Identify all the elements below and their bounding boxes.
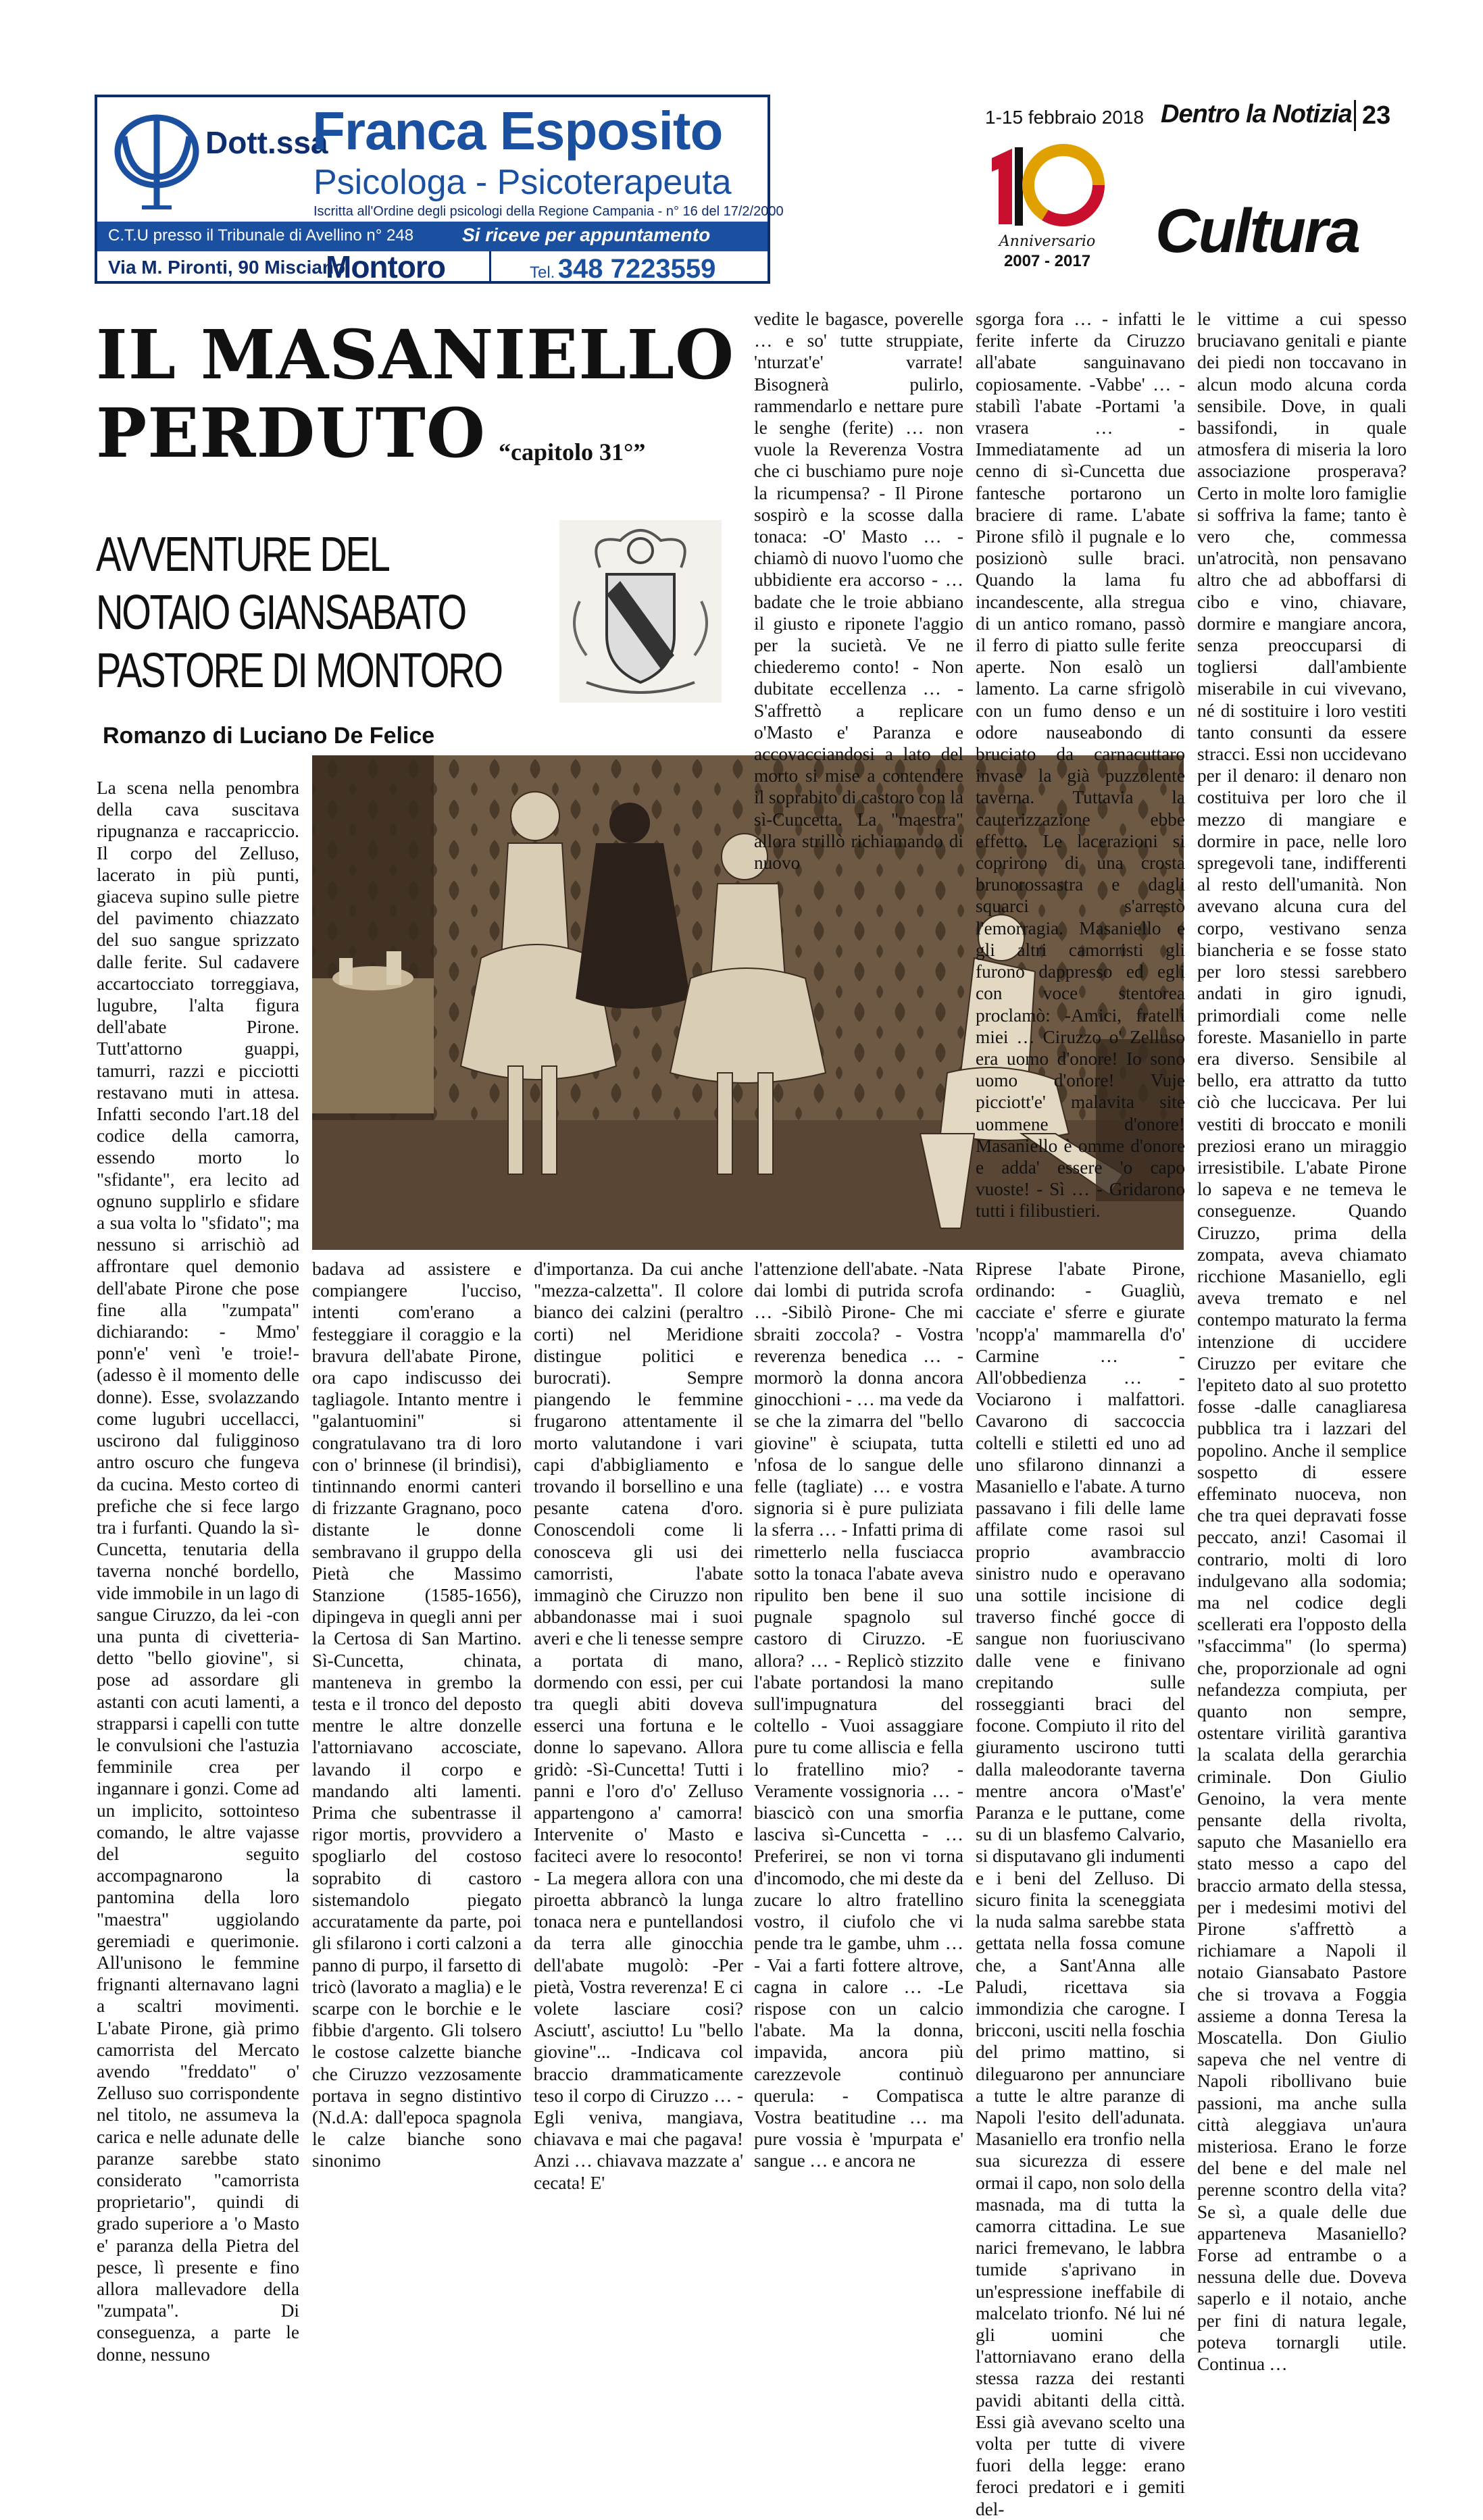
subtitle-line-1: AVVENTURE DEL [96,528,389,582]
ad-info-band [97,222,768,251]
subtitle-line-2: NOTAIO GIANSABATO [96,586,466,640]
article-column-1: La scena nella penombra della cava suscitava ripugnanza e raccapriccio. Il corpo del Zelluso, lacerato in più punti, giaceva supino sulle pietre del pavimento chiazzato del suo sangue sprizzato dalle ferite. Sul cadavere accartocciato torreggiava, lugubre, l'alta figura dell'abate Pirone. Tutt'attorno guappi, tamurri, razzi e picciotti restavano muti in attesa. Infatti secondo l'art.18 del codice della camorra, essendo morto lo "sfidante", era lecito ad ognuno supplirlo e sfidare a sua volta lo "sfidato"; ma nessuno si arrischiò ad affrontare quel demonio dell'abate Pirone che pose fine alla "zumpata" dichiarando: - Mmo' ponn'e' venì 'e troie!- (adesso è il momento delle donne). Esse, svolazzando come lugubri uccellacci, uscirono dal fuligginoso antro oscuro che fungeva da cucina. Mesto corteo di prefiche che si fece largo tra i furfanti. Quando la sì-Cuncetta, tenutaria della taverna nonché bordello, vide immobile in un lago di sangue Ciruzzo, da lei -con una punta di civetteria- detto "bello giovine", si pose ad assordare gli astanti con acuti lamenti, a strapparsi i capelli con tutte le convulsioni che l'astuzia femminile crea per ingannare i gonzi. Come ad un implicito, sottointeso comando, le altre vajasse del seguito accompagnarono la pantomina della loro "maestra" uggiolando geremiadi e querimonie. All'unisono le femmine frignanti alternavano lagni a scaltri movimenti. L'abate Pirone, già primo camorrista del Mercato avendo "freddato" o' Zelluso suo corrispondente nel titolo, ne assumeva la carica e nelle adunate delle paranze sarebbe stato considerato "camorrista proprietario", quindi di grado superiore a 'o Masto e' paranza della Pietra del pesce, lì presente e fino allora mallevadore della "zumpata". Di conseguenza, a parte le donne, nessuno [97,778,300,2365]
article-column-5-top: sgorga fora … - infatti le ferite inferte da Ciruzzo all'abate sanguinavano copiosamente. -Vabbe' … - stabilì l'abate -Portami 'a vrasera … - Immediatamente ad un cenno di sì-Cuncetta due fantesche portarono un braciere di rame. L'abate Pirone sfilò il pugnale e lo posizionò sulle braci. Quando la lama fu incandescente, alla stregua di un antico romano, passò il ferro di piatto sulle ferite aperte. Non esalò un lamento. La carne sfrigolò con un fumo denso e un odore nauseabondo di bruciato da carnacuttaro invase la già puzzolente taverna. Tuttavia la cauterizzazione ebbe effetto. Le lacerazioni si coprirono di una crosta brunorossastra e dagli squarci s'arrestò l'emorragia. Masaniello e gli altri camorristi gli furono dappresso ed egli con voce stentorea proclamò: -Amici, fratelli miei … Ciruzzo o' Zelluso era uomo d'onore! Io sono uomo d'onore! Vuje picciott'e' malavita site uommene d'onore! Masaniello è omme d'onore e adda' essere 'o capo vuoste! - Sì … - Gridarono tutti i filibustieri. [976,309,1185,1221]
headline-line-2: PERDUTO [96,393,486,473]
coat-of-arms-image [559,520,722,703]
section-title: Cultura [1155,197,1359,266]
ad-profession: Psicologa - Psicoterapeuta [313,163,732,202]
chapter-label: “capitolo 31°” [499,438,646,465]
ad-address: Via M. Pironti, 90 Misciano [108,257,346,278]
article-column-2: badava ad assistere e compiangere l'ucciso, intenti com'erano a festeggiare il coraggio e la bravura dell'abate Pirone, ora capo indiscusso dei tagliagole. Intanto mentre i "galantuomini" si congratulavano tra di loro con o' brinnese (il brindisi), tintinnando enormi canteri di frizzante Gragnano, poco distante le donne sembravano il gruppo della Pietà che Massimo Stanzione (1585-1656), dipingeva in quegli anni per la Certosa di San Martino. Sì-Cuncetta, chinata, manteneva in grembo la testa e il tronco del deposto mentre le altre donzelle l'attorniavano accosciate, lavando il corpo e mandando alti lamenti. Prima che subentrasse il rigor mortis, provvidero a spogliarlo del costoso soprabito di castoro sistemandolo piegato accuratamente da parte, poi gli sfilarono i corti calzoni a panno di purpo, il farsetto di tricò (lavorato a maglia) e le scarpe con le borchie e le fibbie d'argento. Gli tolsero le costose calzette bianche che Ciruzzo vezzosamente portava in segno distintivo (N.d.A: dall'epoca spagnola le calze bianche sono sinonimo [312,1259,522,2171]
ad-town: Montoro [326,249,445,284]
article-column-4-top: vedite le bagasce, poverelle … e so' tutte struppiate, 'nturzat'e' varrate! Bisognerà pulirlo, rammendarlo e nettare pure le senghe (ferite) … non vuole la Reverenza Vostra che ci buschiamo pure noje la ricumpensa? - Il Pirone sospirò e la scosse dalla tonaca: -O' Masto … - chiamò di nuovo l'uomo che ubbidiente era accorso - … badate che le troie abbiano il giusto e riponete l'aggio per la sucietà. Ve ne chiederemo conto! - Non dubitate eccellenza … - S'affrettò a replicare o'Masto e' Paranza e accovacciandosi a lato del morto si mise a contendere il soprabito di castoro con la sì-Cuncetta. La "maestra" allora strillò richiamando di nuovo [754,309,963,874]
ad-appointment: Si riceve per appuntamento [462,224,711,245]
subtitle-line-3: PASTORE DI MONTORO [96,644,502,698]
ad-separator [489,251,491,281]
anniversary-word: Anniversario [999,233,1096,250]
page-number: 23 [1362,101,1391,130]
ad-registration: Iscritta all'Ordine degli psicologi della Regione Campania - n° 16 del 17/2/2000 [313,204,784,219]
ad-tel-label: Tel. [530,263,555,282]
ad-tel-number: 348 7223559 [557,254,716,284]
issue-date: 1-15 febbraio 2018 [985,107,1145,128]
headline-line-1: IL MASANIELLO [96,315,735,395]
advertisement-box [95,95,784,284]
article-column-4-bottom: l'attenzione dell'abate. -Nata dai lombi di putrida scrofa … -Sibilò Pirone- Che mi sbraiti zoccola? - Vostra reverenza benedica … - mormorò la donna ancora ginocchioni - … ma vede da se che la zimarra del "bello giovine" è sciupata, tutta 'nfosa de lo sangue delle felle (tagliate) … e vostra signoria si è pure puliziata la sferra … - Infatti prima di rimetterlo nella fusciacca sotto la tonaca l'abate aveva ripulito ben bene il suo pugnale spagnolo sul castoro di Ciruzzo. -E allora? … - Replicò stizzito l'abate portandosi la mano sull'impugnatura del coltello - Vuoi assaggiare pure tu come alliscia e fella lo fratellino mio? - Veramente vossignoria … - biascicò con una smorfia lasciva sì-Cuncetta - … Preferirei, se non vi torna d'incomodo, che mi deste da zucare lo altro fratellino vostro, il ciufolo che vi pende tra le gambe, uhm … - Vai a farti fottere altrove, cagna in calore … -Le rispose con un calcio l'abate. Ma la donna, impavida, ancora più carezzevole continuò querula: - Compatisca Vostra beatitudine … ma pure vossia è 'mpurpata e' sangue … e ancora ne [754,1259,963,2171]
ad-ctu: C.T.U presso il Tribunale di Avellino n° 248 [108,226,414,245]
ad-title-prefix: Dott.ssa [205,125,328,160]
article-column-6: le vittime a cui spesso bruciavano genitali e piante dei piedi non toccavano in alcun modo alcuna corda sensibile. Dove, in quali bassifondi, in quale atmosfera di miseria la loro associazione prosperava? Certo in molte loro famiglie si soffriva la fame; tanto è vero che, commessa un'atrocità, non pensavano altro che ad abboffarsi di cibo e vino, chiavare, dormire e mangiare ancora, senza preoccuparsi di togliersi dall'ambiente miserabile in cui vivevano, né di sostituire i loro vestiti tanto consunti da essere stracci. Essi non uccidevano per il denaro: il denaro non costituiva per loro che il mezzo di mangiare e dormire in pace, nelle loro spregevoli tane, indifferenti al resto dell'umanità. Non avevano alcuna cura del corpo, vestivano senza biancheria e se fosse stato per loro stessi sarebbero andati in giro ignudi, primordiali come nelle foreste. Masaniello in parte era diverso. Sensibile al bello, era attratto da tutto ciò che luccicava. Per lui vestiti di broccato e monili preziosi erano un miraggio irresistibile. L'abate Pirone lo sapeva e ne temeva le conseguenze. Quando Ciruzzo, prima della zompata, aveva chiamato ricchione Masaniello, egli aveva tremato e nel contempo maturato la ferma intenzione di uccidere Ciruzzo per evitare che l'epiteto dato al suo protetto fosse -dalle canagliaresa pubblica tra i lazzari del popolino. Anche il semplice sospetto di essere effeminato nuoceva, non che tra quei depravati fosse peccato, anzi! Casomai il contrario, molti di loro indulgevano alla sodomia; ma nel codice degli scellerati era l'opposto della "sfaccimma" (lo sperma) che, proporzionale ad ogni nefandezza compiuta, per quanto non sempre, ostentare virilità garantiva la scalata della gerarchia criminale. Don Giulio Genoino, la vera mente pensante della rivolta, saputo che Masaniello era stato messo a capo del braccio armato della stessa, per i medesimi motivi del Pirone s'affrettò a richiamare a Napoli il notaio Giansabato Pastore che si trovava a Foggia assieme a donna Teresa la Moscatella. Don Giulio sapeva che nel ventre di Napoli ribollivano buie passioni, ma anche sulla città aleggiava un'aura misteriosa. Erano le forze del bene e del male nel perenne scontro della vita? Se sì, a quale delle due apparteneva Masaniello? Forse ad entrambe o a nessuna delle due. Doveva saperlo e il notaio, anche per fini di natura legale, poteva tornargli utile. Continua … [1197,309,1407,2375]
ad-name: Franca Esposito [312,101,723,161]
byline: Romanzo di Luciano De Felice [103,723,435,749]
newspaper-name: Dentro la Notizia [1161,100,1352,128]
anniversary-logo-icon [988,143,1103,272]
psi-logo-icon [109,109,204,211]
article-column-3: d'importanza. Da cui anche "mezza-calzetta". Il colore bianco dei calzini (peraltro corti) nel Meridione distingue politici e burocrati). Sempre piangendo le femmine frugarono attentamente il morto valutandone i vari capi d'abbigliamento e trovando il borsellino e una pesante catena d'oro. Conoscendoli come li conosceva gli usi dei camorristi, l'abate immaginò che Ciruzzo non abbandonasse mai i suoi averi e che li tenesse sempre a portata di mano, dormendo con essi, per cui tra quegli abiti doveva esserci una fortuna e le donne lo sapevano. Allora gridò: -Sì-Cuncetta! Tutti i panni e l'oro d'o' Zelluso appartengono a' camorra! Intervenite o' Masto e faciteci avere lo resoconto! - La megera allora con una piroetta abbrancò la lunga tonaca nera e puntellandosi da terra alle ginocchia dell'abate mugolò: -Per pietà, Vostra reverenza! E ci volete lasciare cosi? Asciutt', asciutto! Lu "bello giovine"... -Indicava col braccio drammaticamente teso il corpo di Ciruzzo … - Egli veniva, mangiava, chiavava e mai che pagava! Anzi … chiavava mazzate a' cecata! E' [534,1259,743,2193]
ad-telephone [530,254,715,284]
page-number-divider [1354,100,1356,131]
article-column-5-bottom: Riprese l'abate Pirone, ordinando: - Guagliù, cacciate e' sferre e giurate 'ncopp'a' mammarella d'o' Carmine … - All'obbedienza … - Vociarono i malfattori. Cavarono di saccoccia coltelli e stiletti ed uno ad uno sfilarono dinnanzi a Masaniello e l'abate. A turno passavano i fili delle lame affilate come rasoi sul proprio avambraccio sinistro nudo e operavano una sottile incisione di traverso finché gocce di sangue non fuoriuscivano dalle vene e finivano crepitando sulle rosseggianti braci del focone. Compiuto il rito del giuramento uscirono tutti dalla maleodorante taverna mentre ancora o'Mast'e' Paranza e le puttane, come su di un blasfemo Calvario, si disputavano gli indumenti e i beni del Zelluso. Di sicuro finita la sceneggiata la nuda salma sarebbe stata gettata nella fossa comune che, a Sant'Anna alle Paludi, ricettava sia immondizia che carogne. I bricconi, usciti nella foschia del primo mattino, si dileguarono per annunciare a tutte le altre paranze di Napoli l'esito dell'adunata. Masaniello era tronfio nella sua sicurezza di essere ormai il capo, non solo della masnada, ma di tutta la camorra cittadina. Le sue narici fremevano, le labbra tumide s'aprivano in un'espressione ineffabile di malcelato trionfo. Né lui né gli uomini che l'attorniavano erano della stessa razza dei restanti pavidi abitanti della città. Essi già avevano scelto una volta per tutte di vivere fuori della legge: erano feroci predatori e i gemiti del- [976,1259,1185,2519]
anniversary-years: 2007 - 2017 [1003,252,1091,270]
